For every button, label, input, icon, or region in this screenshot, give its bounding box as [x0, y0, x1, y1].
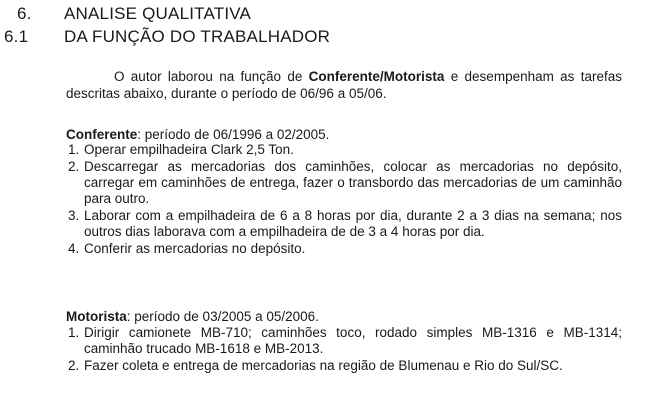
section-period: : período de 06/1996 a 02/2005. [137, 127, 330, 142]
conferente-task-list [66, 142, 622, 258]
section-role-name: Conferente [66, 127, 138, 142]
list-item [66, 358, 622, 374]
intro-text-before: O autor laborou na função de [114, 69, 309, 84]
list-item-number: 3. [68, 208, 80, 223]
list-item [66, 208, 622, 240]
list-item-number: 4. [68, 241, 80, 256]
section-role-name: Motorista [66, 309, 127, 324]
list-item [66, 159, 622, 207]
heading-number: 6. [17, 4, 32, 23]
list-item-number: 2. [68, 159, 80, 174]
motorista-section-title [66, 308, 319, 325]
list-item [66, 241, 622, 257]
motorista-task-list [66, 325, 622, 375]
conferente-section-title [66, 126, 329, 143]
list-item-number: 2. [68, 358, 80, 373]
list-item [66, 325, 622, 357]
section-period: : período de 03/2005 a 05/2006. [126, 309, 319, 324]
intro-role-bold: Conferente/Motorista [308, 69, 445, 84]
list-item-text: Dirigir camionete MB-710; caminhões toco, rodado simples MB-1316 e MB-1314; caminhão trucado MB-1618 e MB-2013. [84, 325, 622, 356]
intro-paragraph [66, 68, 622, 102]
heading-number: 6.1 [4, 27, 29, 46]
list-item-text: Conferir as mercadorias no depósito. [84, 241, 306, 256]
list-item-text: Descarregar as mercadorias dos caminhões, colocar as mercadorias no depósito, carregar em caminhões de entrega, fazer o transbordo das mercadorias de um caminhão para outro. [84, 159, 622, 206]
intro-text-after: e desempenham as tarefas descritas abaixo, durante o período de 06/96 a 05/06. [66, 69, 622, 101]
list-item [66, 142, 622, 158]
heading-text: DA FUNÇÃO DO TRABALHADOR [64, 27, 331, 46]
list-item-number: 1. [68, 142, 80, 157]
list-item-text: Laborar com a empilhadeira de 6 a 8 horas por dia, durante 2 a 3 dias na semana; nos outros dias laborava com a empilhadeira de de 3 a 4 horas por dia. [84, 208, 622, 239]
list-item-text: Operar empilhadeira Clark 2,5 Ton. [84, 142, 294, 157]
heading-text: ANALISE QUALITATIVA [64, 4, 252, 23]
list-item-number: 1. [68, 325, 80, 340]
list-item-text: Fazer coleta e entrega de mercadorias na região de Blumenau e Rio do Sul/SC. [84, 358, 563, 373]
